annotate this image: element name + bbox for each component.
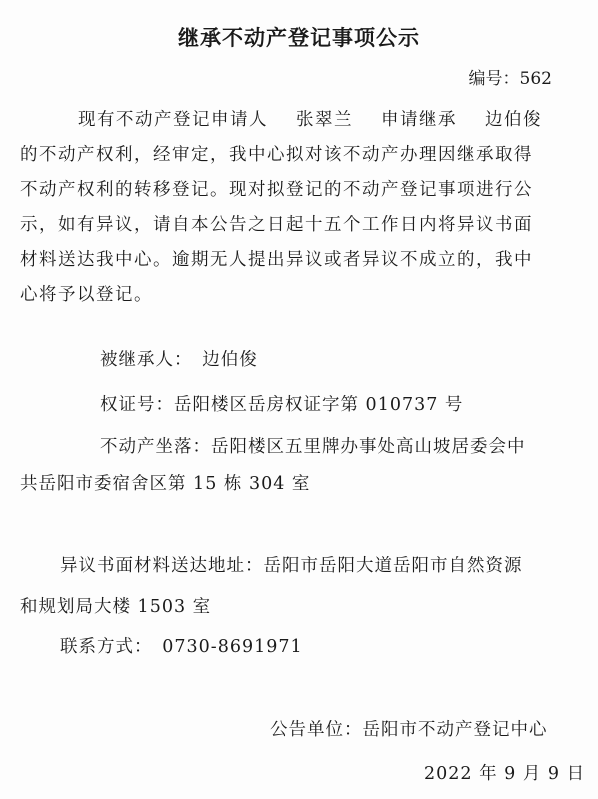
notice-body bbox=[20, 103, 582, 313]
body-line-6: 心将予以登记。 bbox=[20, 285, 153, 305]
contact-info: 联系方式： 0730-8691971 bbox=[60, 637, 303, 657]
applicant-intro: 现有不动产登记申请人 bbox=[78, 110, 268, 130]
decedent-name: 边伯俊 bbox=[485, 110, 542, 130]
body-line-1 bbox=[20, 103, 582, 138]
objection-address-line-2: 和规划局大楼 1503 室 bbox=[20, 597, 212, 617]
certificate-number: 权证号：岳阳楼区岳房权证字第 010737 号 bbox=[100, 395, 464, 415]
decedent-field: 被继承人： 边伯俊 bbox=[100, 350, 258, 370]
issuing-unit: 公告单位：岳阳市不动产登记中心 bbox=[270, 720, 548, 740]
property-location-line-1: 不动产坐落：岳阳楼区五里牌办事处高山坡居委会中 bbox=[100, 437, 526, 457]
body-line-4: 示，如有异议，请自本公告之日起十五个工作日内将异议书面 bbox=[20, 215, 533, 235]
body-line-5: 材料送达我中心。逾期无人提出异议或者异议不成立的，我中 bbox=[20, 250, 533, 270]
document-number: 编号：562 bbox=[468, 69, 552, 89]
body-line-3: 不动产权利的转移登记。现对拟登记的不动产登记事项进行公 bbox=[20, 180, 533, 200]
notice-date: 2022 年 9 月 9 日 bbox=[424, 764, 586, 784]
property-location-line-2: 共岳阳市委宿舍区第 15 栋 304 室 bbox=[20, 474, 311, 494]
objection-address-line-1: 异议书面材料送达地址：岳阳市岳阳大道岳阳市自然资源 bbox=[60, 556, 523, 576]
applicant-name: 张翠兰 bbox=[296, 110, 353, 130]
inherit-text: 申请继承 bbox=[381, 110, 457, 130]
page-title: 继承不动产登记事项公示 bbox=[178, 26, 420, 50]
body-line-2: 的不动产权利，经审定，我中心拟对该不动产办理因继承取得 bbox=[20, 145, 533, 165]
